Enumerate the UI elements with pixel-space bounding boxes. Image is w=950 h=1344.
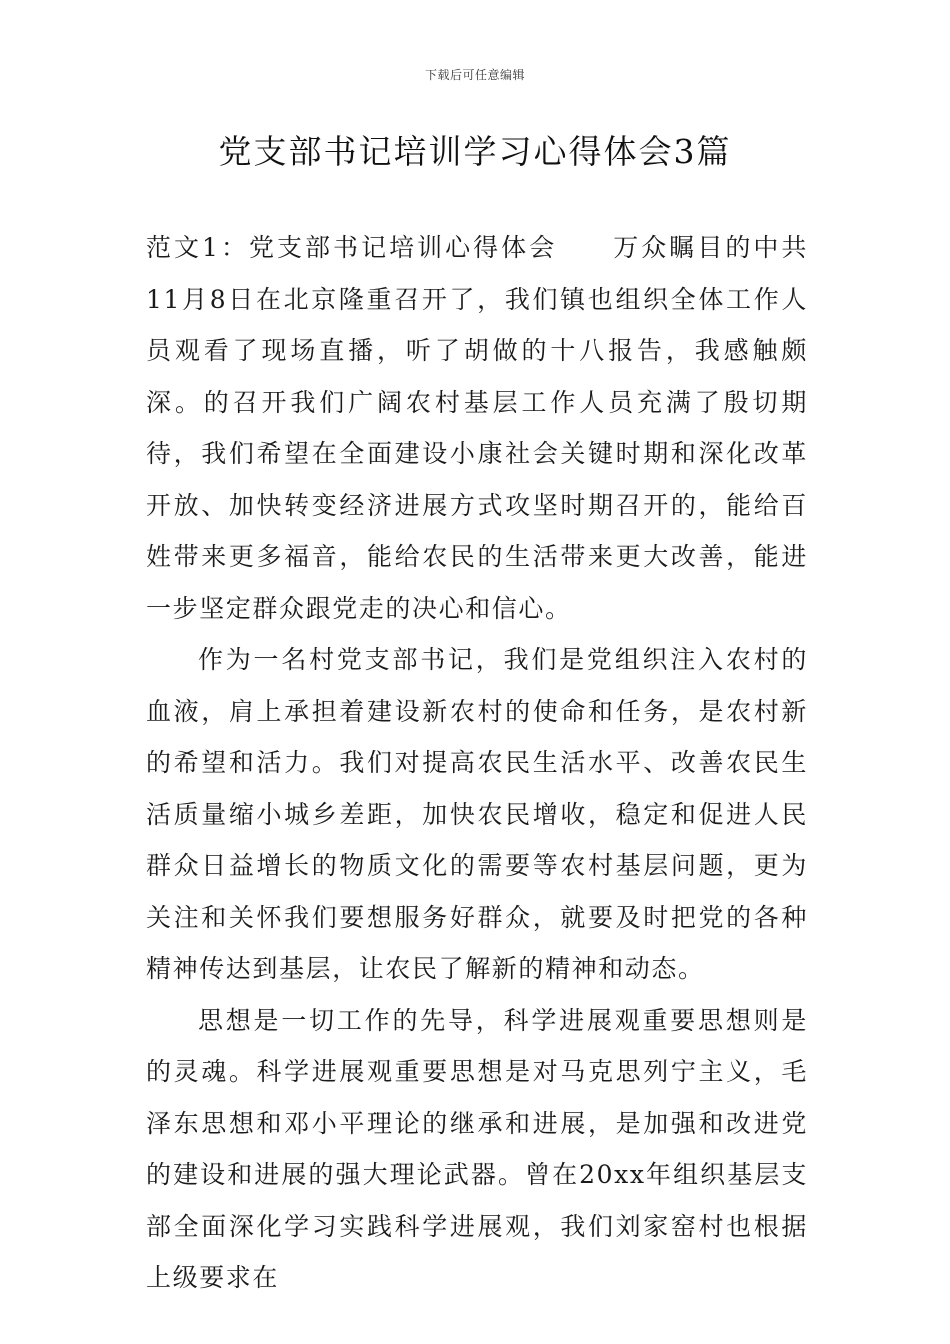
header-note: 下载后可任意编辑	[424, 68, 525, 82]
paragraph-1: 范文1：党支部书记培训心得体会 万众瞩目的中共11月8日在北京隆重召开了，我们镇也组织全体工作人员观看了现场直播，听了胡做的十八报告，我感触颇深。的召开我们广阔农村基层工作人员充满了殷切期待，我们希望在全面建设小康社会关键时期和深化改革开放、加快转变经济进展方式攻坚时期召开的，能给百姓带来更多福音，能给农民的生活带来更大改善，能进一步坚定群众跟党走的决心和信心。	[146, 233, 808, 623]
document-body	[146, 222, 808, 1304]
paragraph-2: 作为一名村党支部书记，我们是党组织注入农村的血液，肩上承担着建设新农村的使命和任务，是农村新的希望和活力。我们对提高农民生活水平、改善农民生活质量缩小城乡差距，加快农民增收，稳定和促进人民群众日益增长的物质文化的需要等农村基层问题，更为关注和关怀我们要想服务好群众，就要及时把党的各种精神传达到基层，让农民了解新的精神和动态。	[146, 645, 808, 983]
paragraph-3: 思想是一切工作的先导，科学进展观重要思想则是的灵魂。科学进展观重要思想是对马克思列宁主义，毛泽东思想和邓小平理论的继承和进展，是加强和改进党的建设和进展的强大理论武器。曾在20xx年组织基层支部全面深化学习实践科学进展观，我们刘家窑村也根据上级要求在	[146, 1005, 808, 1292]
document-title: 党支部书记培训学习心得体会3篇	[218, 132, 732, 171]
